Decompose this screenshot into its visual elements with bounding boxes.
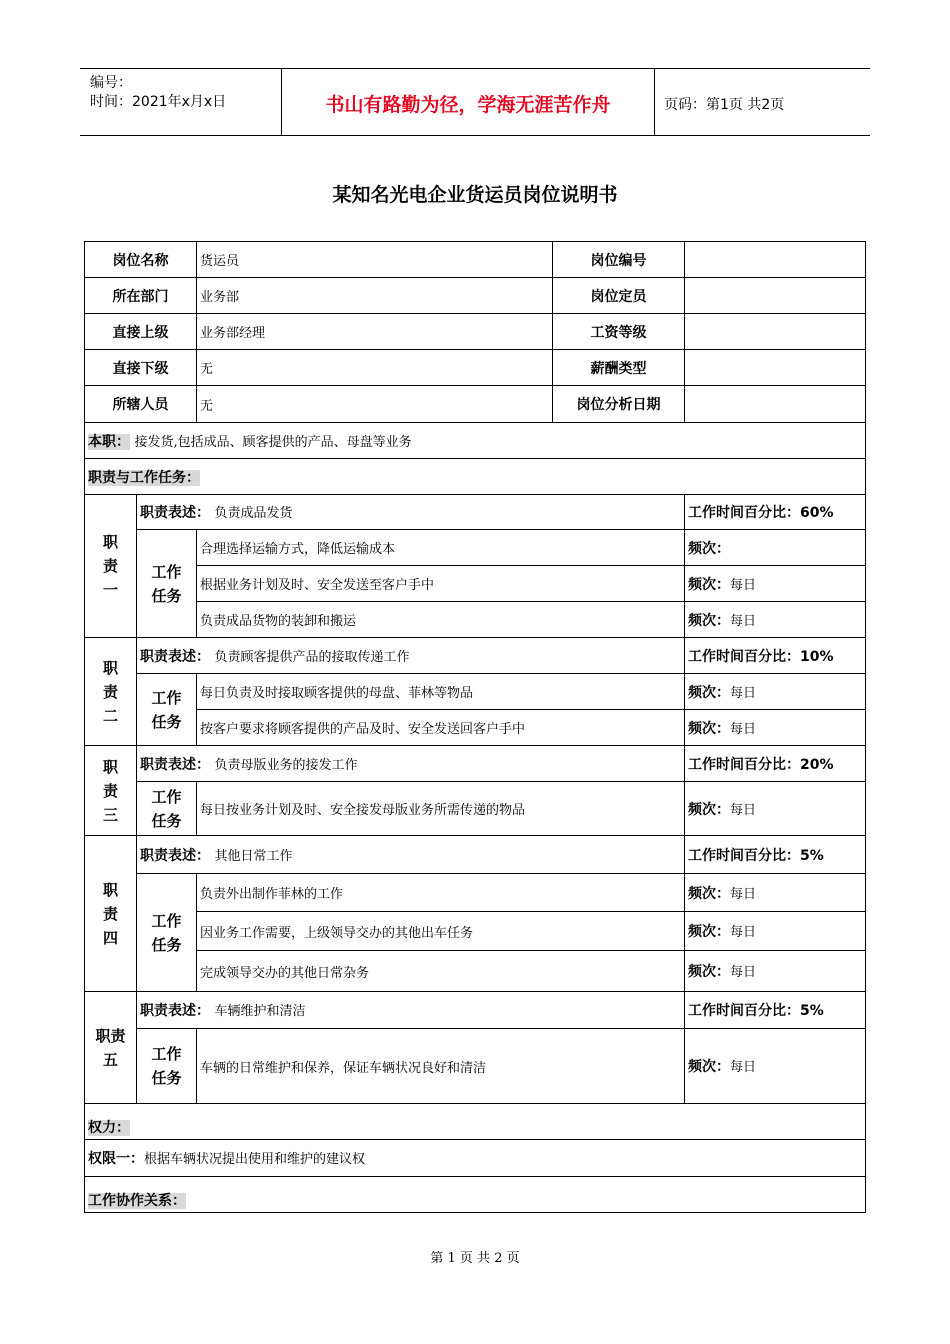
duties-header: [85, 459, 866, 495]
task-frequency: [685, 566, 866, 602]
task-label: [137, 530, 197, 638]
position-name-label: 岗位名称: [85, 242, 197, 278]
duties-header-row: [85, 459, 866, 495]
header-bottom-rule: [80, 135, 870, 136]
duty-percent: 工作时间百分比：60%: [685, 495, 866, 530]
duty-head-text: 职责 五: [95, 1026, 126, 1069]
duty-desc-label: 职责表述：: [140, 1003, 210, 1019]
department-value: 业务部: [197, 278, 553, 314]
headcount-value: [685, 278, 866, 314]
analysis-date-label: 岗位分析日期: [553, 386, 685, 423]
pay-type-value: [685, 350, 866, 386]
task-row: [85, 602, 866, 638]
duty-desc-text: 负责顾客提供产品的接取传递工作: [214, 649, 410, 665]
duty-head: [85, 836, 137, 992]
authority-label: 权力：: [88, 1120, 130, 1136]
info-row: [85, 314, 866, 350]
frequency-label: 频次：: [688, 720, 730, 737]
task-label: [137, 674, 197, 746]
task-label: [137, 874, 197, 992]
duty-summary-label: 本职：: [88, 433, 130, 450]
duty-desc: [137, 992, 685, 1029]
task-row: [85, 530, 866, 566]
duty-desc: [137, 638, 685, 674]
duty-desc-row: [85, 638, 866, 674]
header-number: 编号：: [90, 75, 132, 91]
task-row: [85, 782, 866, 836]
frequency-label: 频次：: [688, 885, 730, 902]
duty-head-text: 职 责 三: [102, 757, 118, 824]
superior-label: 直接上级: [85, 314, 197, 350]
duty-desc-text: 负责母版业务的接发工作: [214, 757, 358, 773]
position-no-value: [685, 242, 866, 278]
task-text: 每日负责及时接取顾客提供的母盘、菲林等物品: [197, 674, 685, 710]
task-row: [85, 566, 866, 602]
header-top-rule: [80, 68, 870, 69]
info-row: [85, 350, 866, 386]
task-text: 根据业务计划及时、安全发送至客户手中: [197, 566, 685, 602]
frequency-value: 每日: [730, 685, 757, 701]
task-text: 因业务工作需要，上级领导交办的其他出车任务: [197, 912, 685, 951]
position-name-value: 货运员: [197, 242, 553, 278]
task-row: [85, 674, 866, 710]
salary-grade-label: 工资等级: [553, 314, 685, 350]
task-frequency: [685, 674, 866, 710]
task-frequency: [685, 782, 866, 836]
department-label: 所在部门: [85, 278, 197, 314]
authority-item-row: [85, 1140, 866, 1177]
task-row: [85, 951, 866, 992]
frequency-value: 每日: [730, 721, 757, 737]
duty-desc-row: [85, 495, 866, 530]
frequency-value: 每日: [730, 1060, 757, 1075]
task-text: 负责外出制作菲林的工作: [197, 874, 685, 912]
duty-head: [85, 638, 137, 746]
task-text: 车辆的日常维护和保养，保证车辆状况良好和清洁: [197, 1029, 685, 1104]
frequency-label: 频次：: [688, 540, 730, 557]
frequency-value: 每日: [730, 577, 757, 593]
authority-header: [85, 1104, 866, 1140]
pay-type-label: 薪酬类型: [553, 350, 685, 386]
duty-desc: [137, 836, 685, 874]
task-frequency: [685, 951, 866, 992]
subordinate-label: 直接下级: [85, 350, 197, 386]
position-no-label: 岗位编号: [553, 242, 685, 278]
duty-head-text: 职 责 四: [102, 880, 118, 947]
authority-row: [85, 1104, 866, 1140]
cooperation-header: [85, 1177, 866, 1213]
duty-head: [85, 746, 137, 836]
duty-desc-text: 负责成品发货: [214, 506, 293, 521]
task-label-text: 工作 任务: [151, 1045, 182, 1087]
task-label-text: 工作 任务: [151, 688, 182, 731]
duty-desc: [137, 495, 685, 530]
duty-percent: 工作时间百分比：5%: [685, 836, 866, 874]
frequency-label: 频次：: [688, 612, 730, 629]
info-row: [85, 386, 866, 423]
cooperation-row: [85, 1177, 866, 1213]
info-row: [85, 242, 866, 278]
duty-desc-row: [85, 836, 866, 874]
frequency-label: 频次：: [688, 576, 730, 593]
summary-row: [85, 423, 866, 459]
duty-summary: [85, 423, 866, 459]
subordinate-value: 无: [197, 350, 553, 386]
duties-header-label: 职责与工作任务：: [88, 469, 200, 486]
duty-desc-label: 职责表述：: [140, 847, 210, 864]
duty-summary-text: 接发货,包括成品、顾客提供的产品、母盘等业务: [134, 434, 412, 450]
duty-head: [85, 495, 137, 638]
authority-item: [85, 1140, 866, 1177]
frequency-value: 每日: [730, 802, 757, 818]
task-row: [85, 874, 866, 912]
task-label-text: 工作 任务: [151, 787, 182, 830]
task-frequency: [685, 874, 866, 912]
duty-desc-text: 其他日常工作: [214, 848, 293, 864]
document-title: 某知名光电企业货运员岗位说明书: [332, 184, 618, 206]
task-text: 每日按业务计划及时、安全接发母版业务所需传递的物品: [197, 782, 685, 836]
task-label: [137, 782, 197, 836]
frequency-label: 频次：: [688, 924, 730, 940]
task-frequency: [685, 602, 866, 638]
header-motto: 书山有路勤为径，学海无涯苦作舟: [325, 94, 611, 116]
task-row: [85, 912, 866, 951]
managed-value: 无: [197, 386, 553, 423]
header-divider-right: [654, 68, 655, 135]
duty-desc-label: 职责表述：: [140, 756, 210, 773]
task-label: [137, 1029, 197, 1104]
frequency-value: 每日: [730, 613, 757, 629]
frequency-label: 频次：: [688, 684, 730, 701]
cooperation-label: 工作协作关系：: [88, 1193, 186, 1209]
superior-value: 业务部经理: [197, 314, 553, 350]
duty-percent: 工作时间百分比：20%: [685, 746, 866, 782]
duty-head: [85, 992, 137, 1104]
info-row: [85, 278, 866, 314]
duty-percent: 工作时间百分比：5%: [685, 992, 866, 1029]
task-row: [85, 1029, 866, 1104]
task-row: [85, 710, 866, 746]
task-text: 合理选择运输方式，降低运输成本: [197, 530, 685, 566]
headcount-label: 岗位定员: [553, 278, 685, 314]
task-text: 按客户要求将顾客提供的产品及时、安全发送回客户手中: [197, 710, 685, 746]
frequency-label: 频次：: [688, 964, 730, 980]
duty-percent: 工作时间百分比：10%: [685, 638, 866, 674]
task-label-text: 工作 任务: [151, 911, 182, 954]
authority-item-label: 权限一：: [88, 1151, 144, 1167]
task-frequency: [685, 710, 866, 746]
page-footer: 第 1 页 共 2 页: [430, 1251, 520, 1266]
job-description-table: [84, 241, 866, 1213]
task-label-text: 工作 任务: [151, 562, 182, 605]
duty-desc-label: 职责表述：: [140, 648, 210, 665]
task-text: 完成领导交办的其他日常杂务: [197, 951, 685, 992]
authority-item-text: 根据车辆状况提出使用和维护的建议权: [144, 1152, 366, 1167]
analysis-date-value: [685, 386, 866, 423]
duty-head-text: 职 责 二: [102, 658, 118, 725]
managed-label: 所辖人员: [85, 386, 197, 423]
frequency-value: 每日: [730, 925, 757, 940]
frequency-value: 每日: [730, 965, 757, 980]
task-frequency: [685, 1029, 866, 1104]
frequency-label: 频次：: [688, 801, 730, 818]
header-page: 页码：第1页 共2页: [664, 97, 785, 113]
duty-desc: [137, 746, 685, 782]
frequency-value: 每日: [730, 886, 757, 902]
duty-head-text: 职 责 一: [102, 533, 118, 599]
duty-desc-text: 车辆维护和清洁: [214, 1004, 306, 1019]
frequency-label: 频次：: [688, 1059, 730, 1075]
task-frequency: [685, 912, 866, 951]
task-text: 负责成品货物的装卸和搬运: [197, 602, 685, 638]
header-time: 时间：2021年x月x日: [90, 94, 227, 110]
duty-desc-label: 职责表述：: [140, 505, 210, 521]
salary-grade-value: [685, 314, 866, 350]
duty-desc-row: [85, 992, 866, 1029]
duty-desc-row: [85, 746, 866, 782]
task-frequency: [685, 530, 866, 566]
